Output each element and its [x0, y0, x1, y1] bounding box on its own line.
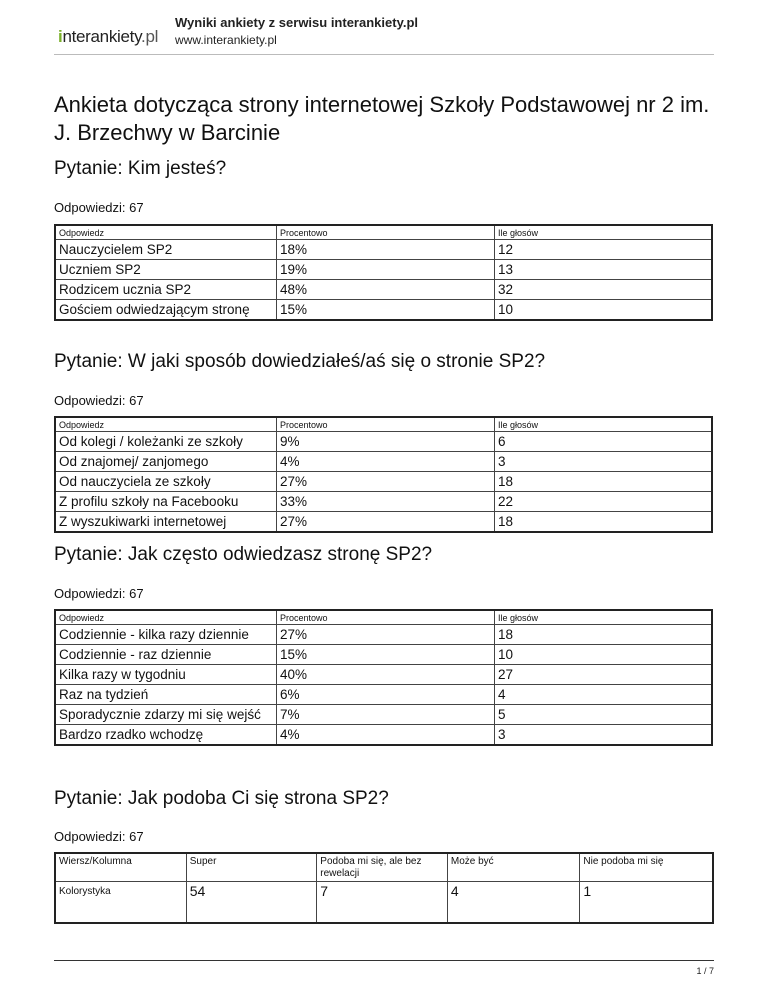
- table-row: [55, 260, 712, 280]
- percent-cell: 40%: [277, 665, 495, 685]
- question-2-title: Pytanie: W jaki sposób dowiedziałeś/aś się o stronie SP2?: [54, 351, 546, 372]
- question-4-title: Pytanie: Jak podoba Ci się strona SP2?: [54, 788, 389, 809]
- votes-cell: 4: [495, 685, 713, 705]
- table-row: [55, 452, 712, 472]
- interankiety-logo: interankiety.pl: [58, 27, 159, 46]
- question-3-table: [54, 609, 713, 746]
- answer-cell: Bardzo rzadko wchodzę: [55, 725, 277, 746]
- votes-cell: 5: [495, 705, 713, 725]
- page-number: 1 / 7: [696, 966, 714, 976]
- table-row: [55, 280, 712, 300]
- question-3-answers-count: Odpowiedzi: 67: [54, 586, 144, 601]
- votes-cell: 6: [495, 432, 713, 452]
- votes-cell: 3: [495, 452, 713, 472]
- table-row: [55, 300, 712, 321]
- table-row: [55, 240, 712, 260]
- question-1-answers-count: Odpowiedzi: 67: [54, 200, 144, 215]
- column-header: Ile głosów: [495, 225, 713, 240]
- percent-cell: 19%: [277, 260, 495, 280]
- table-row: [55, 725, 712, 746]
- header-title: Wyniki ankiety z serwisu interankiety.pl: [175, 15, 418, 30]
- column-header: Wiersz/Kolumna: [55, 853, 186, 882]
- table-header-row: [55, 610, 712, 625]
- table-row: [55, 705, 712, 725]
- table-row: [55, 472, 712, 492]
- question-4-matrix-table: [54, 852, 714, 924]
- header-url: www.interankiety.pl: [175, 33, 277, 47]
- column-header: Podoba mi się, ale bez rewelacji: [317, 853, 448, 882]
- answer-cell: Codziennie - raz dziennie: [55, 645, 277, 665]
- column-header: Odpowiedz: [55, 610, 277, 625]
- percent-cell: 15%: [277, 645, 495, 665]
- answer-cell: Z wyszukiwarki internetowej: [55, 512, 277, 533]
- value-cell: 4: [447, 882, 580, 924]
- question-1-table: [54, 224, 713, 321]
- percent-cell: 27%: [277, 625, 495, 645]
- answer-cell: Z profilu szkoły na Facebooku: [55, 492, 277, 512]
- table-row: [55, 512, 712, 533]
- column-header: Procentowo: [277, 417, 495, 432]
- percent-cell: 18%: [277, 240, 495, 260]
- value-cell: 54: [186, 882, 317, 924]
- votes-cell: 18: [495, 512, 713, 533]
- answer-cell: Nauczycielem SP2: [55, 240, 277, 260]
- percent-cell: 4%: [277, 725, 495, 746]
- question-2-answers-count: Odpowiedzi: 67: [54, 393, 144, 408]
- answer-cell: Gościem odwiedzającym stronę: [55, 300, 277, 321]
- votes-cell: 10: [495, 300, 713, 321]
- votes-cell: 13: [495, 260, 713, 280]
- votes-cell: 3: [495, 725, 713, 746]
- table-header-row: [55, 853, 713, 882]
- percent-cell: 48%: [277, 280, 495, 300]
- votes-cell: 27: [495, 665, 713, 685]
- votes-cell: 18: [495, 472, 713, 492]
- row-label-cell: Kolorystyka: [55, 882, 186, 924]
- table-row: [55, 625, 712, 645]
- table-row: [55, 645, 712, 665]
- question-2-table: [54, 416, 713, 533]
- table-row: [55, 685, 712, 705]
- column-header: Super: [186, 853, 317, 882]
- value-cell: 1: [580, 882, 713, 924]
- percent-cell: 33%: [277, 492, 495, 512]
- column-header: Odpowiedz: [55, 225, 277, 240]
- column-header: Odpowiedz: [55, 417, 277, 432]
- answer-cell: Codziennie - kilka razy dziennie: [55, 625, 277, 645]
- value-cell: 7: [317, 882, 448, 924]
- percent-cell: 9%: [277, 432, 495, 452]
- percent-cell: 4%: [277, 452, 495, 472]
- answer-cell: Raz na tydzień: [55, 685, 277, 705]
- table-row: [55, 882, 713, 924]
- answer-cell: Kilka razy w tygodniu: [55, 665, 277, 685]
- answer-cell: Od nauczyciela ze szkoły: [55, 472, 277, 492]
- answer-cell: Od kolegi / koleżanki ze szkoły: [55, 432, 277, 452]
- votes-cell: 18: [495, 625, 713, 645]
- column-header: Nie podoba mi się: [580, 853, 713, 882]
- footer-divider: [54, 960, 714, 961]
- question-4-answers-count: Odpowiedzi: 67: [54, 829, 144, 844]
- percent-cell: 27%: [277, 472, 495, 492]
- answer-cell: Rodzicem ucznia SP2: [55, 280, 277, 300]
- percent-cell: 27%: [277, 512, 495, 533]
- question-3-title: Pytanie: Jak często odwiedzasz stronę SP2?: [54, 544, 433, 565]
- table-row: [55, 665, 712, 685]
- question-1-title: Pytanie: Kim jesteś?: [54, 158, 227, 179]
- votes-cell: 12: [495, 240, 713, 260]
- column-header: Procentowo: [277, 610, 495, 625]
- answer-cell: Uczniem SP2: [55, 260, 277, 280]
- answer-cell: Sporadycznie zdarzy mi się wejść: [55, 705, 277, 725]
- table-header-row: [55, 225, 712, 240]
- column-header: Procentowo: [277, 225, 495, 240]
- column-header: Może być: [447, 853, 580, 882]
- survey-title: Ankieta dotycząca strony internetowej Szkoły Podstawowej nr 2 im. J. Brzechwy w Barcinie: [54, 92, 710, 145]
- table-row: [55, 492, 712, 512]
- percent-cell: 6%: [277, 685, 495, 705]
- percent-cell: 7%: [277, 705, 495, 725]
- percent-cell: 15%: [277, 300, 495, 321]
- table-header-row: [55, 417, 712, 432]
- votes-cell: 22: [495, 492, 713, 512]
- page-header: [54, 10, 714, 55]
- table-row: [55, 432, 712, 452]
- answer-cell: Od znajomej/ zanjomego: [55, 452, 277, 472]
- votes-cell: 10: [495, 645, 713, 665]
- column-header: Ile głosów: [495, 417, 713, 432]
- votes-cell: 32: [495, 280, 713, 300]
- column-header: Ile głosów: [495, 610, 713, 625]
